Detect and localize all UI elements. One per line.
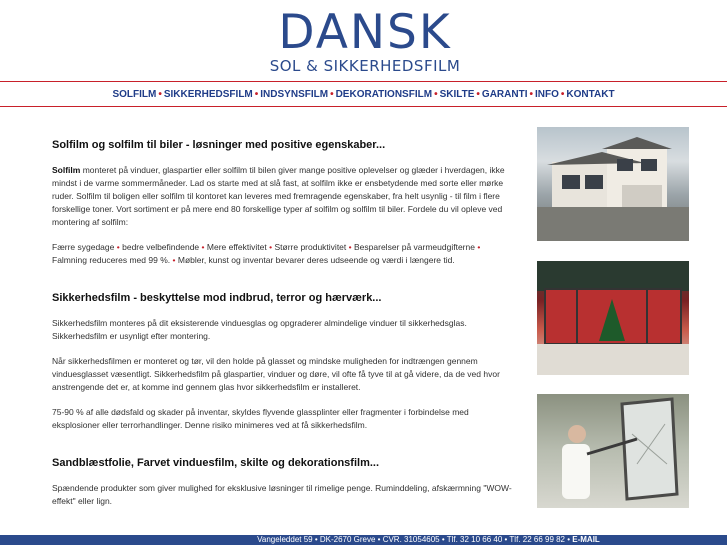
nav-kontakt[interactable]: KONTAKT xyxy=(566,89,615,100)
body-text: monteret på vinduer, glaspartier eller solfilm til bilen giver mange positive oplevelser og glæder i hverdagen, ikke mindst i de varme sommermåneder. Lad os starte med at slå fast, at solfilm ikke er ensbetydende med sorte eller mørke ruder. Solfilm til boligen eller solfilm til kontoret kan leveres med fremragende egenskaber, fra helt usynlig - til film i flere forskellige toner. Vort sortiment er på mere end 80 forskellige typer af solfilm og solfilm til biler. Fordele du vil opleve ved montering af solfilm: xyxy=(52,165,505,227)
benefit: Større produktivitet xyxy=(274,242,347,252)
bullet: • xyxy=(348,242,352,252)
nav-skilte[interactable]: SKILTE xyxy=(439,89,475,100)
nav-bottom-rule xyxy=(0,106,727,107)
footer xyxy=(0,535,727,545)
benefit: Falmning reduceres med 99 %. xyxy=(52,255,171,265)
bullet: • xyxy=(172,255,176,265)
logo-title: DANSK xyxy=(278,5,452,60)
nav-sikkerhedsfilm[interactable]: SIKKERHEDSFILM xyxy=(163,89,253,100)
nav-indsynsfilm[interactable]: INDSYNSFILM xyxy=(260,89,329,100)
logo-subtitle: SOL & SIKKERHEDSFILM xyxy=(269,57,461,75)
nav-separator: • xyxy=(330,89,334,100)
safety-test-photo xyxy=(537,394,689,508)
section-body-sikkerhedsfilm-1: Sikkerhedsfilm monteres på dit eksisterende vinduesglas og opgraderer almindelige vinduer til sikkerhedsglas. Sikkerhedsfilm er usynligt efter montering. xyxy=(52,318,467,341)
office-glass-photo xyxy=(537,261,689,375)
section-body-sikkerhedsfilm-3: 75-90 % af alle dødsfald og skader på inventar, skyldes flyvende glassplinter eller fragmenter i forbindelse med eksplosioner eller terrorhandlinger. Denne risiko minimeres ved at få sikkerhedsfilm. xyxy=(52,407,469,430)
section-title-solfilm: Solfilm og solfilm til biler - løsninger med positive egenskaber... xyxy=(52,139,386,151)
section-body-sikkerhedsfilm-2: Når sikkerhedsfilmen er monteret og tør, vil den holde på glasset og mindske muligheden for indtrængen gennem vinduesglasset væsentligt. Sikkerhedsfilm på glaspartier, vinduer og døre, vil ofte få tyve til at gå videre, da de ved hvor anstrengende det er, at komme ind gennem glas hvor sikkerhedsfilm er installeret. xyxy=(52,356,500,392)
section-title-sikkerhedsfilm: Sikkerhedsfilm - beskyttelse mod indbrud, terror og hærværk... xyxy=(52,292,382,304)
house-photo xyxy=(537,127,689,241)
main-nav xyxy=(0,86,727,104)
nav-separator: • xyxy=(476,89,480,100)
benefit: Besparelser på varmeudgifterne xyxy=(354,242,475,252)
bullet: • xyxy=(201,242,205,252)
lead-bold: Solfilm xyxy=(52,165,81,175)
benefit: Mere effektivitet xyxy=(206,242,267,252)
bullet: • xyxy=(477,242,481,252)
section-title-sandblaest: Sandblæstfolie, Farvet vinduesfilm, skilte og dekorationsfilm... xyxy=(52,457,380,469)
logo[interactable] xyxy=(0,0,727,80)
benefit: bedre velbefindende xyxy=(122,242,200,252)
nav-separator: • xyxy=(158,89,162,100)
nav-separator: • xyxy=(560,89,565,100)
nav-info[interactable]: INFO xyxy=(535,89,559,100)
safety-test-illustration xyxy=(537,394,689,508)
top-rule xyxy=(0,81,727,82)
benefit: Møbler, kunst og inventar bevarer deres udseende og værdi i længere tid. xyxy=(177,255,455,265)
nav-separator: • xyxy=(434,89,438,100)
email-link[interactable]: E-MAIL xyxy=(572,535,600,544)
bullet: • xyxy=(116,242,120,252)
house-illustration xyxy=(537,127,689,241)
section-body-sandblaest: Spændende produkter som giver mulighed for eksklusive løsninger til rimelige penge. Ruminddeling, afskærmning "WOW-effekt" eller lign. xyxy=(52,483,512,506)
section-body-solfilm xyxy=(52,164,517,229)
bullet: • xyxy=(269,242,273,252)
main-content xyxy=(52,130,517,508)
benefits-list xyxy=(52,241,517,267)
nav-separator: • xyxy=(529,89,533,100)
office-illustration xyxy=(537,261,689,375)
nav-garanti[interactable]: GARANTI xyxy=(481,89,528,100)
nav-solfilm[interactable]: SOLFILM xyxy=(112,89,157,100)
nav-separator: • xyxy=(254,89,259,100)
benefit: Færre sygedage xyxy=(52,242,115,252)
nav-dekorationsfilm[interactable]: DEKORATIONSFILM xyxy=(335,89,433,100)
footer-address: Vangeleddet 59 • DK-2670 Greve • CVR. 31054605 • Tlf. 32 10 66 40 • Tlf. 22 66 99 82 • xyxy=(257,535,571,544)
